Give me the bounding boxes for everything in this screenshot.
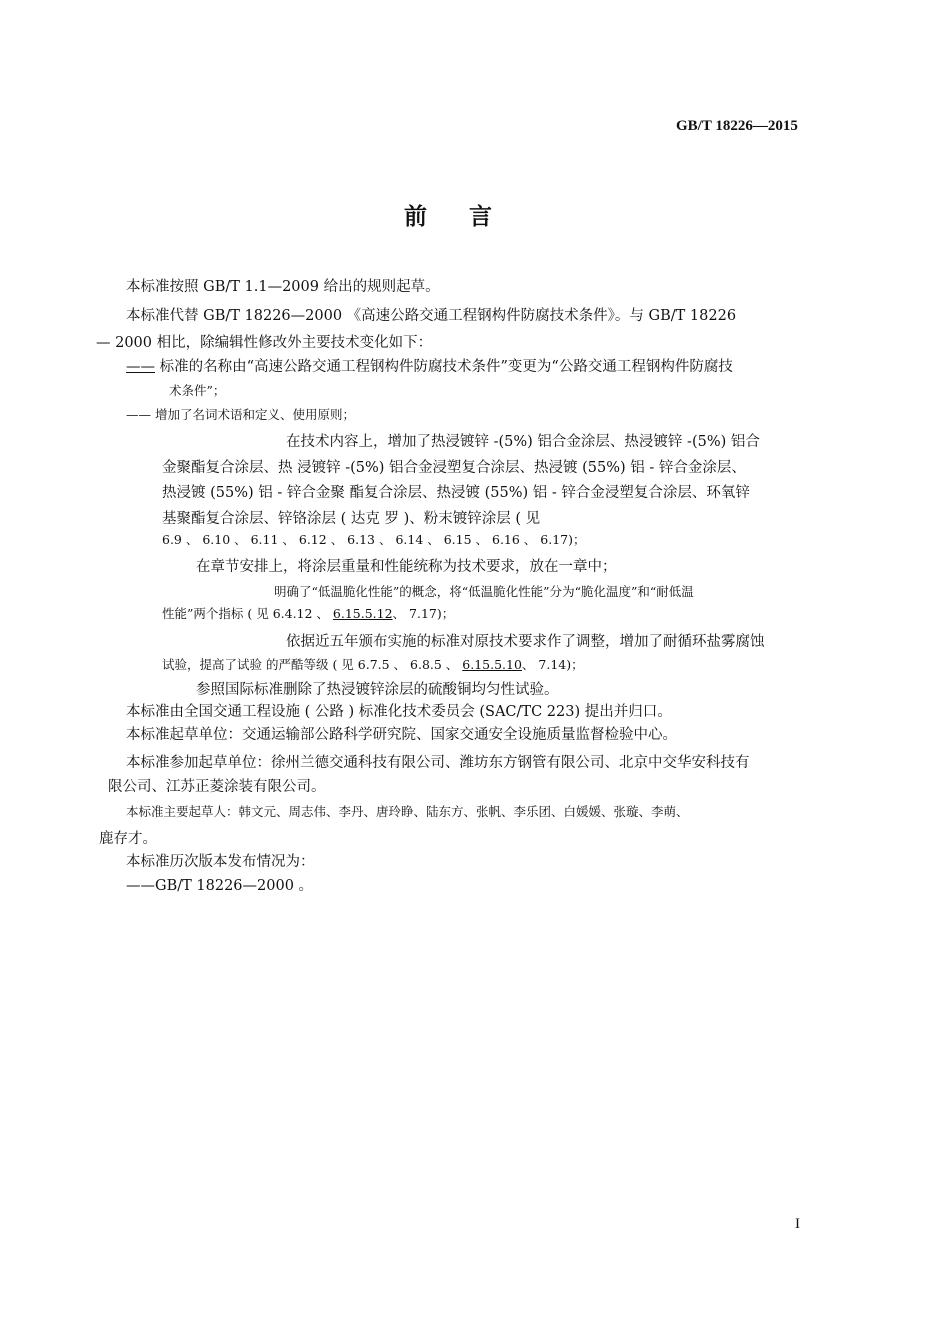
text-line: 本标准主要起草人：韩文元、周志伟、李丹、唐玲睁、陆东方、张帆、李乐团、白媛媛、张璇、李萌、 — [126, 804, 689, 819]
list-item-text: 标准的名称由“高速公路交通工程钢构件防腐技术条件”变更为“公路交通工程钢构件防腐技 — [159, 359, 733, 375]
list-item — [126, 355, 733, 376]
page-number: I — [795, 1216, 800, 1232]
text-line: 依据近五年颁布实施的标准对原技术要求作了调整，增加了耐循环盐雾腐蚀 — [286, 634, 765, 650]
text-line: 热浸镀 (55%) 铝 - 锌合金聚 酯复合涂层、热浸镀 (55%) 铝 - 锌合金浸塑复合涂层、环氧锌 — [162, 485, 750, 501]
text-line: 本标准代替 GB/T 18226—2000 《高速公路交通工程钢构件防腐技术条件》。与 GB/T 18226 — [126, 308, 737, 324]
text-segment: 、 7.14)； — [521, 657, 584, 672]
text-line: 金聚酯复合涂层、热 浸镀锌 -(5%) 铝合金浸塑复合涂层、热浸镀 (55%) 铝 - 锌合金涂层、 — [162, 460, 746, 476]
text-segment: 性能”两个指标 ( 见 6.4.12 、 — [162, 606, 333, 621]
clause-ref: 6.15.5.12 — [332, 606, 393, 621]
text-line: — 2000 相比，除编辑性修改外主要技术变化如下： — [96, 335, 433, 351]
text-segment: 、 7.17)； — [392, 606, 455, 621]
text-line: 参照国际标准删除了热浸镀锌涂层的硫酸铜均匀性试验。 — [196, 682, 559, 698]
text-line: 6.9 、 6.10 、 6.11 、 6.12 、 6.13 、 6.14 、 6.15 、 6.16 、 6.17)； — [162, 532, 586, 547]
text-line: ——GB/T 18226—2000 。 — [126, 878, 314, 894]
clause-ref: 6.15.5.10 — [462, 657, 522, 672]
text-line: 本标准参加起草单位：徐州兰德交通科技有限公司、潍坊东方钢管有限公司、北京中交华安科技有 — [126, 755, 750, 771]
text-line: 本标准按照 GB/T 1.1—2009 给出的规则起草。 — [126, 279, 440, 295]
text-line: 鹿存才。 — [99, 831, 157, 847]
text-line — [162, 604, 454, 622]
text-line: 明确了“低温脆化性能”的概念，将“低温脆化性能”分为“脆化温度”和“耐低温 — [274, 584, 694, 599]
page-title: 前言 — [404, 204, 534, 230]
text-segment: 试验，提高了试验 的严酷等级 ( 见 6.7.5 、 6.8.5 、 — [162, 657, 463, 672]
text-line — [162, 655, 584, 673]
list-dash: —— — [126, 359, 155, 375]
text-line: 本标准由全国交通工程设施 ( 公路 ) 标准化技术委员会 (SAC/TC 223) 提出并归口。 — [126, 704, 672, 720]
text-line: 本标准历次版本发布情况为： — [126, 854, 315, 870]
list-item: —— 增加了名词术语和定义、使用原则； — [126, 407, 355, 422]
text-line: 在章节安排上，将涂层重量和性能统称为技术要求，放在一章中； — [196, 559, 617, 575]
text-line: 基聚酯复合涂层、锌铬涂层 ( 达克 罗 )、粉末镀锌涂层 ( 见 — [162, 511, 541, 527]
text-line: 在技术内容上，增加了热浸镀锌 -(5%) 铝合金涂层、热浸镀锌 -(5%) 铝合 — [286, 434, 760, 450]
standard-number: GB/T 18226—2015 — [676, 118, 798, 134]
text-line: 限公司、江苏正菱涂装有限公司。 — [108, 779, 326, 795]
text-line: 本标准起草单位：交通运输部公路科学研究院、国家交通安全设施质量监督检验中心。 — [126, 727, 677, 743]
text-line: 术条件”； — [169, 383, 226, 398]
